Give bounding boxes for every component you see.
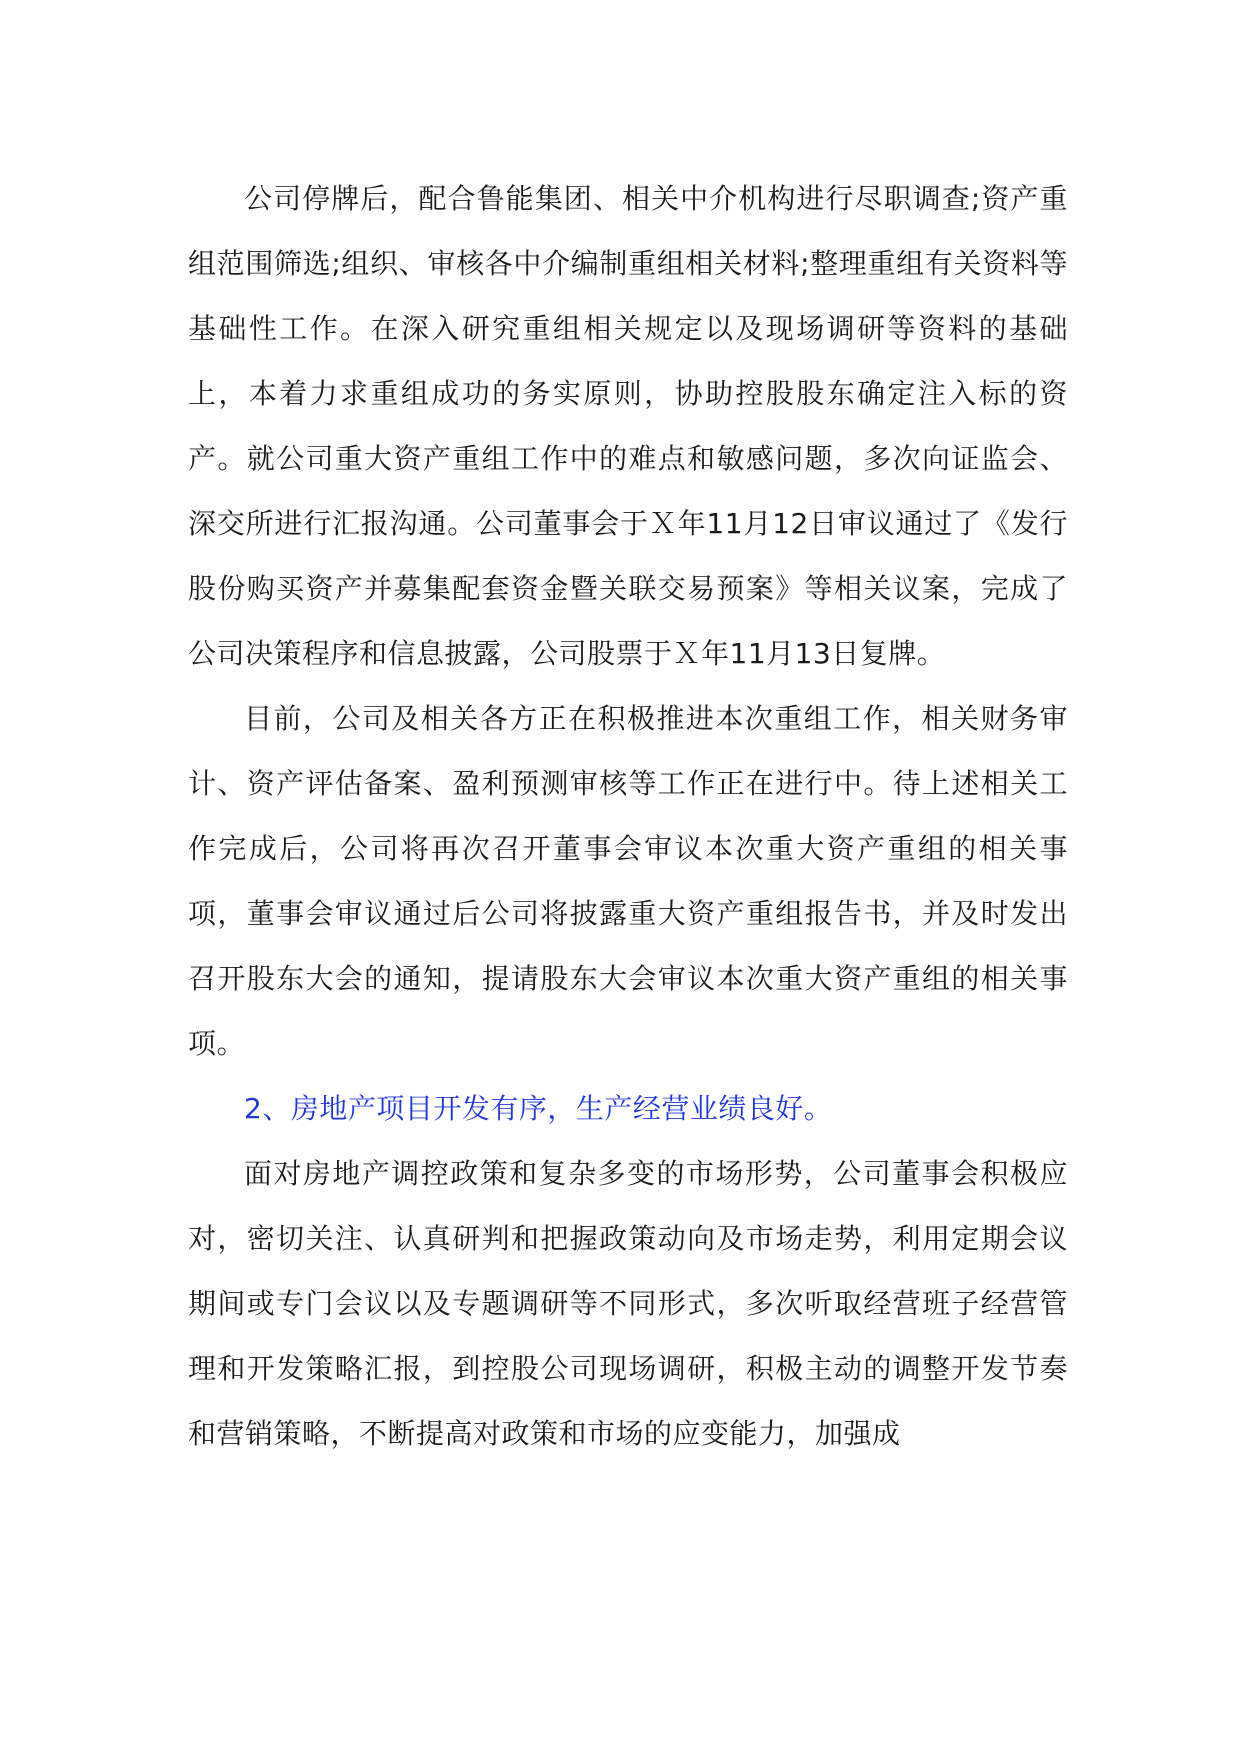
paragraph-current-progress: 目前，公司及相关各方正在积极推进本次重组工作，相关财务审计、资产评估备案、盈利预测审核等工作正在进行中。待上述相关工作完成后，公司将再次召开董事会审议本次重大资产重组的相关事项，董事会审议通过后公司将披露重大资产重组报告书，并及时发出召开股东大会的通知，提请股东大会审议本次重大资产重组的相关事项。: [188, 702, 1068, 1060]
document-body: [188, 166, 1068, 1466]
paragraph-market-response: 面对房地产调控政策和复杂多变的市场形势，公司董事会积极应对，密切关注、认真研判和把握政策动向及市场走势，利用定期会议期间或专门会议以及专题调研等不同形式，多次听取经营班子经营管理和开发策略汇报，到控股公司现场调研，积极主动的调整开发节奏和营销策略，不断提高对政策和市场的应变能力，加强成: [188, 1157, 1068, 1450]
section-heading-real-estate: 2、房地产项目开发有序，生产经营业绩良好。: [244, 1092, 833, 1125]
paragraph-restructuring: 公司停牌后，配合鲁能集团、相关中介机构进行尽职调查;资产重组范围筛选;组织、审核各中介编制重组相关材料;整理重组有关资料等基础性工作。在深入研究重组相关规定以及现场调研等资料的基础上，本着力求重组成功的务实原则，协助控股股东确定注入标的资产。就公司重大资产重组工作中的难点和敏感问题，多次向证监会、深交所进行汇报沟通。公司董事会于Ｘ年11月12日审议通过了《发行股份购买资产并募集配套资金暨关联交易预案》等相关议案，完成了公司决策程序和信息披露，公司股票于Ｘ年11月13日复牌。: [188, 182, 1068, 670]
